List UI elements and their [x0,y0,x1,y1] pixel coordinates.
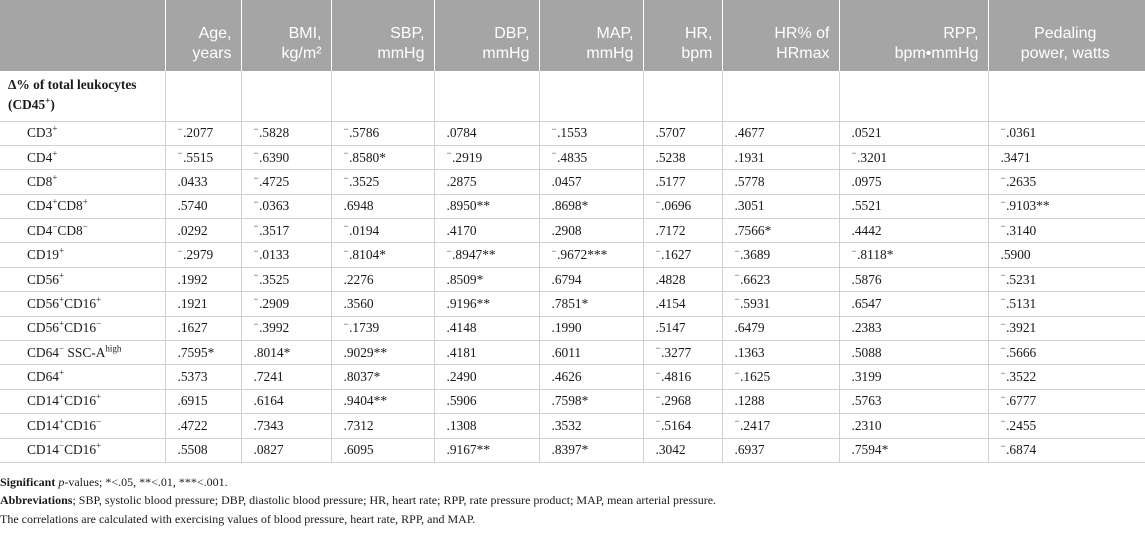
correlation-value: .1363 [722,341,839,365]
negative-sign: − [851,148,857,159]
negative-sign: − [253,196,259,207]
correlation-value: .1992 [165,267,241,291]
column-header-line1: Pedaling [1034,25,1097,42]
correlation-value: .0521 [839,121,988,145]
negative-sign: − [446,148,452,159]
table-row [0,389,1145,413]
correlation-value: .4677 [722,121,839,145]
row-label-marker: CD16 [64,295,97,311]
column-header-line2: HRmax [776,45,830,62]
correlation-value: −.3140 [988,219,1145,243]
correlation-value: −.3992 [241,316,331,340]
row-label [0,341,165,365]
correlation-value: .8950** [434,194,539,218]
correlation-value: .0292 [165,219,241,243]
negative-sign: − [851,245,857,256]
correlation-value: .5373 [165,365,241,389]
column-header [165,0,241,71]
negative-sign: − [343,148,349,159]
correlation-value: −.8580* [331,145,434,169]
section-label-line2-sup: + [45,95,51,106]
correlation-value: .0433 [165,170,241,194]
row-label-sup: high [105,343,122,354]
correlation-value: .2310 [839,414,988,438]
row-label [0,316,165,340]
row-label-marker: CD4 [27,149,53,165]
row-label-marker: CD19 [27,247,59,263]
correlation-value: .5088 [839,341,988,365]
column-header-line2: mmHg [586,45,634,62]
correlation-value: .6937 [722,438,839,462]
correlation-value: .9196** [434,292,539,316]
correlation-value: .7241 [241,365,331,389]
column-header [988,0,1145,71]
column-header-line2: mmHg [482,45,530,62]
negative-sign: − [1000,294,1006,305]
column-header-line1: MAP, [596,25,634,42]
correlation-value: .4148 [434,316,539,340]
section-label-line2-pre: (CD45 [8,97,46,112]
correlation-value: .3199 [839,365,988,389]
column-header-line1: HR, [684,25,713,42]
negative-sign: − [551,123,557,134]
correlation-value: −.2455 [988,414,1145,438]
negative-sign: − [551,245,557,256]
negative-sign: − [1000,270,1006,281]
correlation-value: .0827 [241,438,331,462]
column-header-line1: HR% of [774,25,830,42]
column-header [839,0,988,71]
abbreviations-note [0,491,1145,510]
row-label-sup: + [59,416,65,427]
row-label-sup: + [82,196,88,207]
correlation-value: .7594* [839,438,988,462]
correlation-value: −.2968 [643,389,722,413]
correlation-value: .5707 [643,121,722,145]
row-label-sup: − [96,318,102,329]
negative-sign: − [1000,440,1006,451]
row-label-marker: CD14 [27,417,59,433]
correlation-value: −.0194 [331,219,434,243]
negative-sign: − [655,196,661,207]
correlation-value: .7595* [165,341,241,365]
table-row [0,316,1145,340]
negative-sign: − [177,148,183,159]
row-label [0,219,165,243]
table-row [0,267,1145,291]
correlation-value: .7598* [539,389,643,413]
column-header [643,0,722,71]
correlation-value: −.1739 [331,316,434,340]
correlation-value: .4828 [643,267,722,291]
significance-note-bold: Significant [0,474,56,489]
column-header-line2: power, watts [1020,45,1110,62]
header-cell-blank [0,0,165,71]
row-label-sup: − [82,221,88,232]
column-header [434,0,539,71]
negative-sign: − [253,148,259,159]
column-header-line1: RPP, [943,25,979,42]
negative-sign: − [253,221,259,232]
row-label-sup: − [59,440,65,451]
negative-sign: − [734,416,740,427]
row-label-marker: CD16 [64,442,97,458]
column-header-line1: DBP, [494,25,530,42]
row-label-sup: + [96,440,102,451]
row-label-sup: + [52,172,58,183]
correlation-value: .3532 [539,414,643,438]
significance-note-italic: p [58,474,65,489]
correlation-value: .6948 [331,194,434,218]
row-label [0,414,165,438]
column-header-line1: BMI, [288,25,322,42]
header-row [0,0,1145,71]
correlation-value: −.3522 [988,365,1145,389]
negative-sign: − [343,172,349,183]
column-header-line1: Age, [198,25,232,42]
correlation-value: .1308 [434,414,539,438]
table-row [0,194,1145,218]
row-label-sup: + [52,196,58,207]
row-label-marker: CD14 [27,393,59,409]
correlation-value: .0784 [434,121,539,145]
correlation-value: .5521 [839,194,988,218]
section-label-line2-post: ) [50,97,55,112]
section-row [0,71,1145,121]
correlation-value: −.5164 [643,414,722,438]
correlation-value: −.0696 [643,194,722,218]
correlation-value: −.2979 [165,243,241,267]
correlation-value: .1931 [722,145,839,169]
negative-sign: − [253,245,259,256]
negative-sign: − [655,245,661,256]
row-label [0,389,165,413]
correlation-value: .8397* [539,438,643,462]
correlation-value: −.8118* [839,243,988,267]
row-label-marker: CD14 [27,442,59,458]
negative-sign: − [177,245,183,256]
correlation-value: −.6390 [241,145,331,169]
correlation-value: −.3689 [722,243,839,267]
correlation-value: .1288 [722,389,839,413]
row-label [0,194,165,218]
negative-sign: − [734,367,740,378]
correlation-value: −.1625 [722,365,839,389]
correlation-value: −.5828 [241,121,331,145]
column-header-line2: kg/m² [281,45,322,62]
correlation-value: −.3201 [839,145,988,169]
negative-sign: − [343,245,349,256]
correlation-value: .7851* [539,292,643,316]
negative-sign: − [1000,392,1006,403]
abbreviations-note-bold: Abbreviations [0,493,73,508]
row-label-marker: CD3 [27,125,53,141]
row-label-marker: CD64 [27,369,59,385]
correlation-value: .8014* [241,341,331,365]
row-label-marker: CD4 [27,222,53,238]
correlation-value: .9167** [434,438,539,462]
correlation-value: .9029** [331,341,434,365]
row-label-sup: − [52,221,58,232]
correlation-value: −.2417 [722,414,839,438]
table-row [0,145,1145,169]
correlation-value: −.5131 [988,292,1145,316]
negative-sign: − [253,123,259,134]
row-label-marker: CD8 [27,173,53,189]
row-label [0,145,165,169]
column-header-line1: SBP, [390,25,425,42]
table-row [0,170,1145,194]
row-label-sup: + [59,392,65,403]
abbreviations-note-rest: ; SBP, systolic blood pressure; DBP, diastolic blood pressure; HR, heart rate; RPP, rate pressure product; MAP, mean arterial pressure. [72,493,717,508]
correlation-value: .6164 [241,389,331,413]
negative-sign: − [343,221,349,232]
correlation-value: −.5515 [165,145,241,169]
negative-sign: − [1000,123,1006,134]
correlation-value: .6479 [722,316,839,340]
correlation-value: −.4725 [241,170,331,194]
significance-note-rest: -values; *<.05, **<.01, ***<.001. [64,474,228,489]
correlation-value: −.3525 [331,170,434,194]
correlation-value: .9404** [331,389,434,413]
row-label-sup: + [59,245,65,256]
correlation-value: .1921 [165,292,241,316]
row-label-marker: CD16 [64,417,97,433]
correlation-value: .4154 [643,292,722,316]
negative-sign: − [253,294,259,305]
correlation-value: −.6623 [722,267,839,291]
correlation-value: −.4816 [643,365,722,389]
correlation-value: .6095 [331,438,434,462]
correlation-value: −.6777 [988,389,1145,413]
row-label [0,170,165,194]
correlation-value: .4626 [539,365,643,389]
table-header [0,0,1145,71]
correlation-value: .5778 [722,170,839,194]
table-row [0,365,1145,389]
row-label-sup: + [96,294,102,305]
column-header-line2: bpm [681,45,713,62]
correlation-value: −.5666 [988,341,1145,365]
correlation-value: .6915 [165,389,241,413]
correlation-value: .6794 [539,267,643,291]
negative-sign: − [655,392,661,403]
correlation-value: .5508 [165,438,241,462]
correlation-value: .3471 [988,145,1145,169]
column-header [539,0,643,71]
correlation-value: .3051 [722,194,839,218]
table-footnotes [0,463,1145,529]
negative-sign: − [1000,367,1006,378]
correlation-value: −.2635 [988,170,1145,194]
negative-sign: − [253,318,259,329]
section-label [0,71,165,121]
negative-sign: − [1000,318,1006,329]
row-label-marker: CD64 [27,344,59,360]
row-label [0,438,165,462]
correlation-value: −.3921 [988,316,1145,340]
column-header [241,0,331,71]
significance-note [0,473,1145,492]
correlation-value: .8037* [331,365,434,389]
correlation-value: .1627 [165,316,241,340]
row-label-sup: − [59,343,65,354]
correlation-value: −.3525 [241,267,331,291]
negative-sign: − [734,245,740,256]
negative-sign: − [734,270,740,281]
row-label-sup: + [59,270,65,281]
row-label [0,267,165,291]
correlation-value: −.3277 [643,341,722,365]
correlation-value: .0457 [539,170,643,194]
correlation-value: .5147 [643,316,722,340]
negative-sign: − [343,318,349,329]
correlation-value: .2383 [839,316,988,340]
correlation-value: −.2077 [165,121,241,145]
negative-sign: − [177,123,183,134]
correlation-value: −.8947** [434,243,539,267]
row-label [0,292,165,316]
correlation-value: −.5231 [988,267,1145,291]
table-body [0,71,1145,462]
correlation-value: .5876 [839,267,988,291]
correlation-value: .3560 [331,292,434,316]
correlation-value: .2490 [434,365,539,389]
correlation-value: .4722 [165,414,241,438]
row-label-marker: SSC-A [64,344,106,360]
negative-sign: − [655,367,661,378]
column-header-line2: years [192,45,232,62]
correlation-value: .0975 [839,170,988,194]
row-label-sup: + [96,392,102,403]
correlation-value: .5238 [643,145,722,169]
negative-sign: − [1000,343,1006,354]
row-label-sup: + [52,148,58,159]
correlation-value: .6547 [839,292,988,316]
correlation-value: −.3517 [241,219,331,243]
correlation-value: .5177 [643,170,722,194]
correlation-value: .7566* [722,219,839,243]
correlation-value: .5763 [839,389,988,413]
correlation-value: .4442 [839,219,988,243]
row-label-sup: + [59,294,65,305]
correlation-value: −.0361 [988,121,1145,145]
negative-sign: − [655,416,661,427]
negative-sign: − [1000,416,1006,427]
column-header-line2: bpm•mmHg [894,45,979,62]
correlation-value: −.8104* [331,243,434,267]
table-row [0,121,1145,145]
row-label-sup: + [52,123,58,134]
correlation-value: .4181 [434,341,539,365]
correlation-value: .7172 [643,219,722,243]
negative-sign: − [253,172,259,183]
correlation-value: −.5786 [331,121,434,145]
correlation-value: .2875 [434,170,539,194]
correlation-value: .8509* [434,267,539,291]
correlation-value: .2908 [539,219,643,243]
correlation-value: .7312 [331,414,434,438]
correlation-value: −.5931 [722,292,839,316]
row-label-marker: CD8 [57,222,83,238]
correlation-value: .7343 [241,414,331,438]
table-row [0,292,1145,316]
column-header-line2: mmHg [377,45,425,62]
correlation-value: −.1627 [643,243,722,267]
table-row [0,243,1145,267]
section-label-line1: Δ% of total leukocytes [8,77,137,92]
row-label-marker: CD4 [27,198,53,214]
correlation-value: .4170 [434,219,539,243]
correlation-value: .6011 [539,341,643,365]
row-label-marker: CD16 [64,393,97,409]
correlation-value: −.9672*** [539,243,643,267]
correlation-value: .2276 [331,267,434,291]
row-label [0,121,165,145]
correlation-value: .5906 [434,389,539,413]
column-header [331,0,434,71]
row-label-marker: CD16 [64,320,97,336]
column-header [722,0,839,71]
table-row [0,341,1145,365]
correlation-value: −.6874 [988,438,1145,462]
table-row [0,438,1145,462]
correlation-value: −.4835 [539,145,643,169]
row-label-sup: + [59,318,65,329]
row-label-marker: CD56 [27,295,59,311]
correlation-value: .3042 [643,438,722,462]
negative-sign: − [551,148,557,159]
negative-sign: − [446,245,452,256]
calculation-note: The correlations are calculated with exercising values of blood pressure, heart rate, RPP, and MAP. [0,511,476,526]
negative-sign: − [1000,221,1006,232]
correlation-value: .8698* [539,194,643,218]
row-label-sup: − [96,416,102,427]
table-row [0,414,1145,438]
row-label-marker: CD8 [57,198,83,214]
correlation-value: −.9103** [988,194,1145,218]
correlation-value: −.1553 [539,121,643,145]
negative-sign: − [1000,196,1006,207]
negative-sign: − [734,294,740,305]
correlation-value: −.2919 [434,145,539,169]
row-label-marker: CD56 [27,320,59,336]
correlation-value: −.0133 [241,243,331,267]
negative-sign: − [655,343,661,354]
correlation-value: .1990 [539,316,643,340]
row-label-sup: + [59,367,65,378]
correlation-value: −.2909 [241,292,331,316]
row-label-marker: CD56 [27,271,59,287]
negative-sign: − [1000,172,1006,183]
correlation-value: −.0363 [241,194,331,218]
row-label [0,365,165,389]
row-label [0,243,165,267]
correlation-value: .5900 [988,243,1145,267]
correlation-value: .5740 [165,194,241,218]
negative-sign: − [343,123,349,134]
table-row [0,219,1145,243]
negative-sign: − [253,270,259,281]
